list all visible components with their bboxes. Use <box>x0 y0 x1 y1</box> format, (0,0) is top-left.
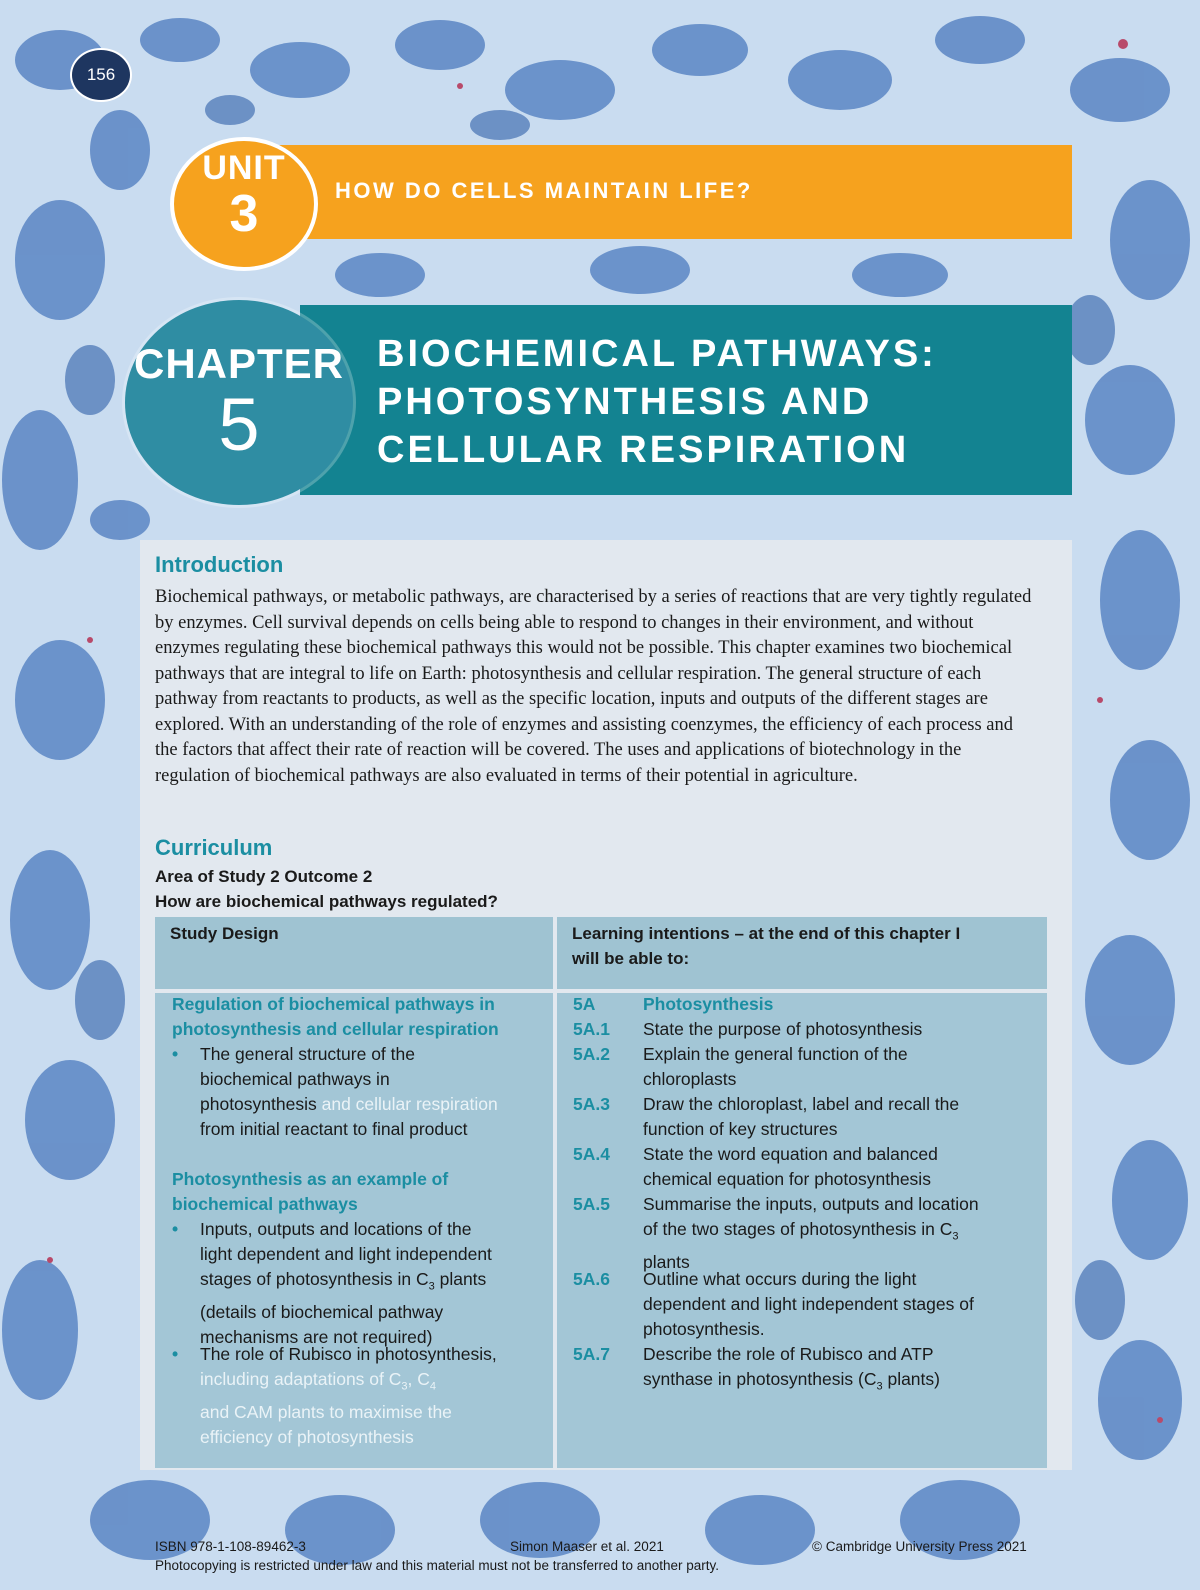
list-item <box>172 1042 547 1142</box>
bullet-faded-text <box>200 1369 437 1393</box>
subscript: 3 <box>401 1380 408 1393</box>
section-title-line: biochemical pathways <box>172 1194 358 1214</box>
unit-number: 3 <box>229 185 259 243</box>
learning-intention-code: 5A.4 <box>573 1144 610 1164</box>
learning-intention-text: Photosynthesis <box>643 994 774 1014</box>
learning-intention-text <box>643 1267 1038 1342</box>
subscript: 3 <box>952 1230 959 1243</box>
unit-label: UNIT <box>202 149 286 187</box>
learning-intention-code: 5A.1 <box>573 1019 610 1039</box>
subscript: 3 <box>876 1380 883 1393</box>
bullet-line: The role of Rubisco in photosynthesis, <box>200 1344 497 1364</box>
learning-intention-code: 5A <box>573 994 596 1014</box>
page-number-badge: 156 <box>70 48 132 102</box>
bullet-faded-text: efficiency of photosynthesis <box>200 1426 414 1447</box>
learning-intention-code: 5A.7 <box>573 1344 610 1364</box>
intention-line: photosynthesis. <box>643 1319 765 1339</box>
bullet-line: mechanisms are not required) <box>200 1326 433 1347</box>
bullet-line: plants <box>434 1269 487 1289</box>
bullet-line: (details of biochemical pathway <box>200 1301 444 1322</box>
learning-intention-text <box>643 1142 1038 1192</box>
bullet-icon: • <box>172 1219 179 1239</box>
learning-intentions-header-line: will be able to: <box>572 949 690 968</box>
bullet-text <box>200 1042 547 1142</box>
bullet-icon: • <box>172 1344 179 1364</box>
bullet-line: biochemical pathways in <box>200 1069 390 1089</box>
section-title-line: Photosynthesis as an example of <box>172 1169 449 1189</box>
introduction-text: Biochemical pathways, or metabolic pathways, are characterised by a series of reactions that are very tightly regulated by enzymes. Cell survival depends on cells being able to respond to changes in their environment, and without enzymes regulating these biochemical pathways this would not be possible. This chapter examines two biochemical pathways that are integral to life on Earth: photosynthesis and cellular respiration. The general structure of each pathway from reactants to products, as well as the specific location, inputs and outputs of the different stages are explored. With an understanding of the role of enzymes and assisting coenzymes, the efficiency of each process and the factors that affect their rate of reaction will be covered. The uses and applications of biotechnology in the regulation of biochemical pathways are also evaluated in terms of their potential in agriculture. <box>155 587 1032 786</box>
introduction-heading: Introduction <box>155 552 284 577</box>
intention-line: chloroplasts <box>643 1069 737 1089</box>
footer-isbn: ISBN 978-1-108-89462-3 <box>155 1539 306 1554</box>
key-question: How are biochemical pathways regulated? <box>155 892 498 911</box>
bullet-line: photosynthesis <box>200 1094 322 1114</box>
chapter-title <box>377 330 1057 474</box>
study-design-section-title <box>172 992 547 1042</box>
bullet-text <box>200 1342 547 1450</box>
chapter-title-line: CELLULAR RESPIRATION <box>377 429 910 471</box>
intention-line: dependent and light independent stages of <box>643 1294 974 1314</box>
intention-line: Outline what occurs during the light <box>643 1269 917 1289</box>
area-of-study: Area of Study 2 Outcome 2 <box>155 867 373 886</box>
learning-intention-code: 5A.3 <box>573 1094 610 1114</box>
footer-notice: Photocopying is restricted under law and this material must not be transferred to another party. <box>155 1558 720 1573</box>
bullet-icon: • <box>172 1044 179 1064</box>
subscript: 3 <box>428 1280 435 1293</box>
learning-intention-text <box>643 1042 1038 1092</box>
footer-authors: Simon Maaser et al. 2021 <box>510 1539 664 1554</box>
footer-copyright: © Cambridge University Press 2021 <box>812 1539 1027 1554</box>
chapter-label: CHAPTER <box>133 340 344 387</box>
bullet-line: light dependent and light independent <box>200 1244 492 1264</box>
learning-intention-code: 5A.5 <box>573 1194 610 1214</box>
bullet-line: The general structure of the <box>200 1044 415 1064</box>
learning-intention-text <box>643 1092 1038 1142</box>
intention-line: of the two stages of photosynthesis in C <box>643 1219 953 1239</box>
chapter-title-line: BIOCHEMICAL PATHWAYS: <box>377 333 937 375</box>
learning-intention-text: State the purpose of photosynthesis <box>643 1019 923 1039</box>
intention-line: synthase in photosynthesis (C <box>643 1369 877 1389</box>
bullet-line: Inputs, outputs and locations of the <box>200 1219 472 1239</box>
curriculum-heading: Curriculum <box>155 835 273 860</box>
intention-line: plants <box>643 1251 690 1272</box>
intention-line: Explain the general function of the <box>643 1044 908 1064</box>
bullet-line: from initial reactant to final product <box>200 1119 468 1139</box>
intention-line: Draw the chloroplast, label and recall the <box>643 1094 960 1114</box>
subscript: 4 <box>429 1380 437 1393</box>
section-title-line: photosynthesis and cellular respiration <box>172 1019 499 1039</box>
intention-line: Describe the role of Rubisco and ATP <box>643 1344 934 1364</box>
chapter-number: 5 <box>218 383 260 466</box>
intention-line: Summarise the inputs, outputs and location <box>643 1194 979 1214</box>
bullet-text <box>200 1217 547 1350</box>
list-item <box>172 1217 547 1350</box>
learning-intention-code: 5A.6 <box>573 1269 610 1289</box>
bullet-line: stages of photosynthesis in C <box>200 1269 429 1289</box>
bullet-faded-text: and cellular respiration <box>321 1094 498 1114</box>
chapter-badge <box>125 300 353 505</box>
bullet-faded-text: and CAM plants to maximise the <box>200 1401 452 1422</box>
unit-badge <box>170 137 318 271</box>
learning-intentions-header-line: Learning intentions – at the end of this chapter I <box>572 924 961 943</box>
study-design-header: Study Design <box>170 924 279 943</box>
faded-segment: including adaptations of C <box>200 1369 402 1389</box>
learning-intention-text <box>643 1342 1038 1400</box>
study-design-section-title <box>172 1167 547 1217</box>
learning-intention-text <box>643 1192 1038 1275</box>
intention-line: function of key structures <box>643 1119 838 1139</box>
chapter-title-line: PHOTOSYNTHESIS AND <box>377 381 873 423</box>
section-title-line: Regulation of biochemical pathways in <box>172 994 495 1014</box>
list-item <box>172 1342 547 1450</box>
intention-line: chemical equation for photosynthesis <box>643 1169 931 1189</box>
intention-line: State the word equation and balanced <box>643 1144 938 1164</box>
unit-title: HOW DO CELLS MAINTAIN LIFE? <box>335 178 753 203</box>
intention-line: plants) <box>882 1369 940 1389</box>
learning-intention-code: 5A.2 <box>573 1044 610 1064</box>
faded-segment: , C <box>407 1369 430 1389</box>
